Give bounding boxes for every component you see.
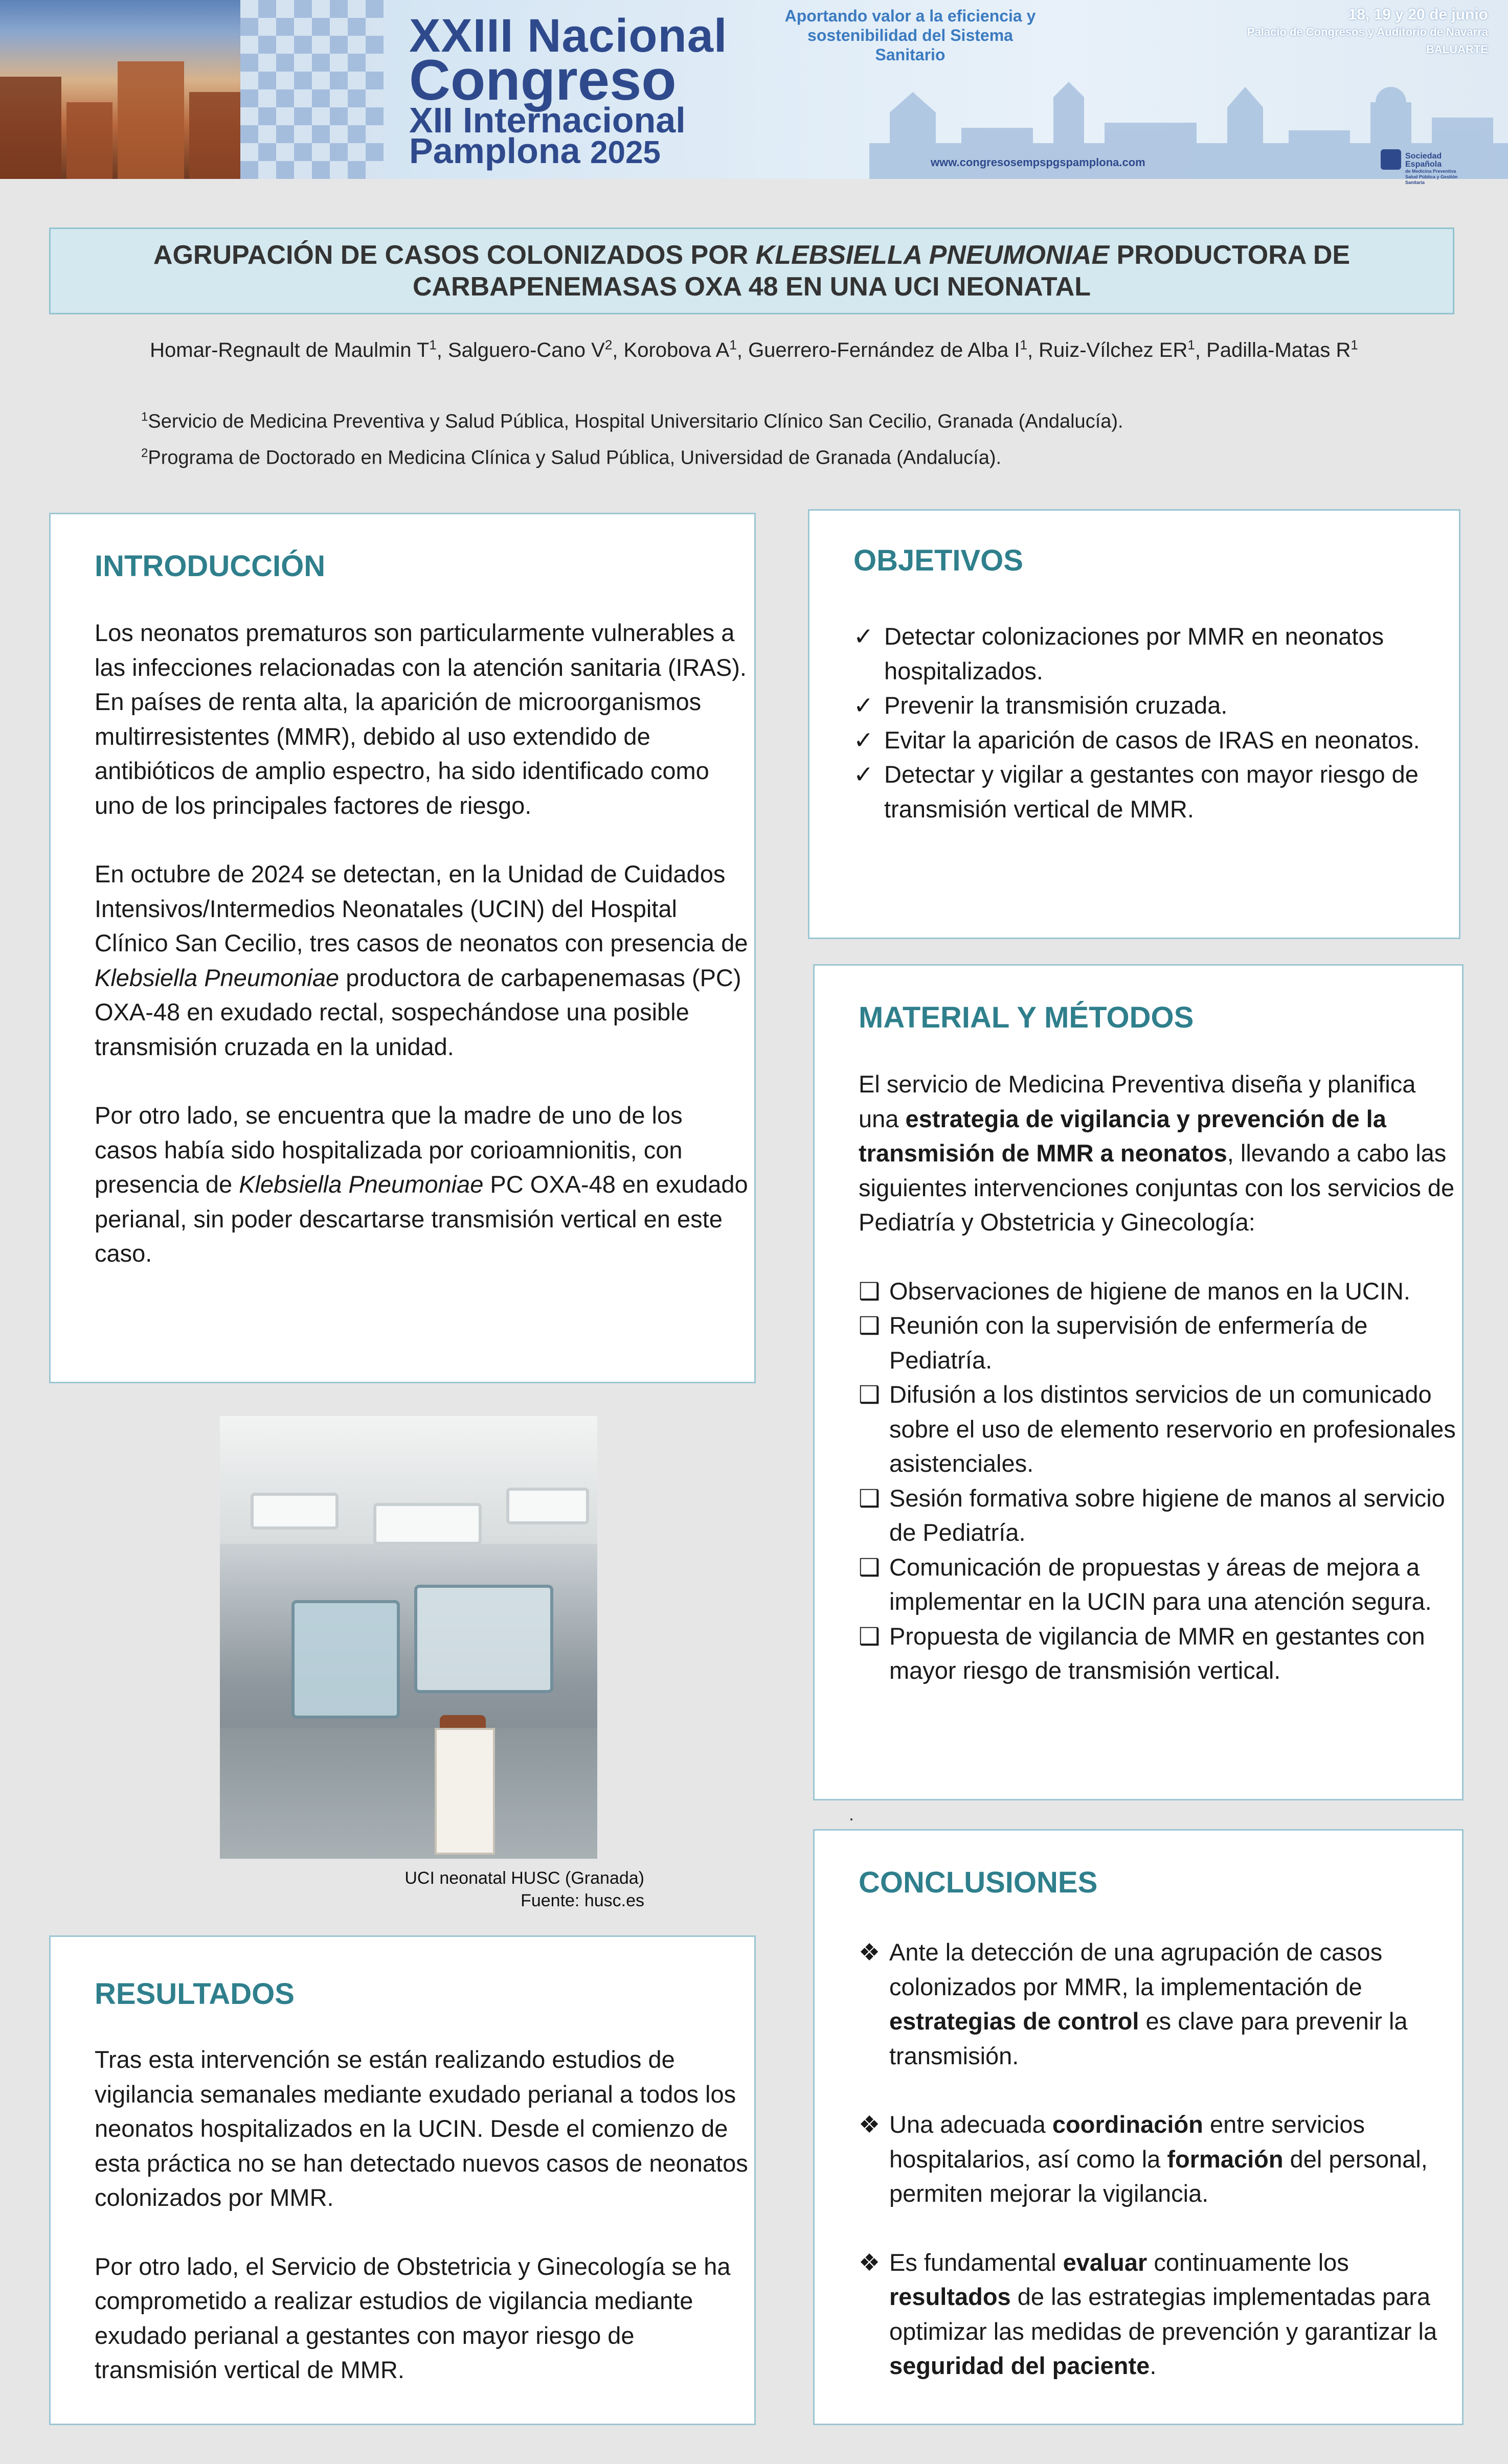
title-line-2: CARBAPENEMASAS OXA 48 EN UNA UCI NEONATAL (412, 272, 1091, 302)
introduccion-body (95, 615, 749, 1271)
checkbox-bullet-icon: ❑ (859, 1277, 881, 1305)
material-metodos-intro: El servicio de Medicina Preventiva diseña y planifica una estrategia de vigilancia y prevención de la transmisión de MMR a neonatos, llevando a cabo las siguientes intervenciones conjuntas con los servicios de Pediatría y Obstetricia y Ginecología: (859, 1070, 1455, 1236)
introduccion-heading: INTRODUCCIÓN (95, 550, 326, 583)
checkbox-bullet-icon: ❑ (859, 1622, 881, 1650)
sponsor-line-1: Sociedad Española (1405, 152, 1442, 169)
banner-pattern (240, 0, 384, 179)
conclusiones-body (859, 1935, 1457, 2383)
congress-website: www.congresosempspgspamplona.com (931, 156, 1145, 169)
resultados-paragraph-2: Por otro lado, el Servicio de Obstetricia y Ginecología se ha comprometido a realizar estudios de vigilancia mediante exudado perianal a gestantes con mayor riesgo de transmisión vertical de MMR. (95, 2252, 731, 2383)
logo-line-1: XXIII Nacional (409, 10, 728, 62)
logo-year: 2025 (590, 135, 661, 170)
objetivo-item: ✓ Detectar y vigilar a gestantes con mayor riesgo de transmisión vertical de MMR. (853, 757, 1452, 826)
congress-banner (0, 0, 1508, 185)
intervention-item: ❑ Sesión formativa sobre higiene de manos al servicio de Pediatría. (859, 1481, 1457, 1550)
author: Homar-Regnault de Maulmin $T^1$ (150, 337, 437, 362)
separator-dot: . (849, 1804, 854, 1824)
objetivos-panel (808, 509, 1460, 939)
introduccion-paragraph-2: En octubre de 2024 se detectan, en la Unidad de Cuidados Intensivos/Intermedios Neonatales (UCIN) del Hospital Clínico San Cecilio, tres casos de neonatos con presencia de Klebsiella Pneumoniae productora de carbapenemasas (PC) OXA-48 en exudado rectal, sospechándose una posible transmisión cruzada en la unidad. (95, 860, 748, 1060)
intervention-item: ❑ Difusión a los distintos servicios de un comunicado sobre el uso de elemento reservorio en profesionales asistenciales. (859, 1377, 1457, 1481)
resultados-heading: RESULTADOS (95, 1977, 295, 2011)
objetivo-item: ✓ Detectar colonizaciones por MMR en neonatos hospitalizados. (853, 619, 1452, 688)
date-line-1: 18, 19 y 20 de junio (1348, 6, 1488, 23)
neonatal-icu-photo (220, 1416, 597, 1859)
author-list: Homar-Regnault de Maulmin $T^1$, Salguero-Cano $V^2$, Korobova $A^1$, Guerrero-Fernández de Alba $I^1$, Ruiz-Vílchez $ER^1$, Padilla-Matas $R^1$ (150, 337, 1358, 362)
sponsor-line-2: de Medicina Preventiva (1405, 169, 1456, 174)
author: Korobova $A^1$ (623, 337, 737, 362)
introduccion-paragraph-3: Por otro lado, se encuentra que la madre de uno de los casos había sido hospitalizada por corioamnionitis, con presencia de Klebsiella Pneumoniae PC OXA-48 en exudado perianal, sin poder descartarse transmisión vertical en este caso. (95, 1102, 748, 1267)
checkbox-bullet-icon: ❑ (859, 1553, 881, 1581)
poster-title (49, 227, 1454, 314)
checkmark-icon: ✓ (853, 726, 874, 754)
logo-line-2: Congreso (409, 48, 677, 112)
objetivo-item: ✓ Prevenir la transmisión cruzada. (853, 688, 1452, 723)
intervention-item: ❑ Observaciones de higiene de manos en la UCIN. (859, 1274, 1457, 1309)
sponsor-logo (1381, 149, 1462, 185)
resultados-body (95, 2042, 754, 2387)
author: Salguero-Cano $V^2$ (447, 337, 613, 362)
intervention-item: ❑ Comunicación de propuestas y áreas de mejora a implementar en la UCIN para una atención segura. (859, 1550, 1457, 1619)
author: Padilla-Matas $R^1$ (1206, 337, 1358, 362)
caption-line-2: Fuente: husc.es (521, 1891, 644, 1910)
checkbox-bullet-icon: ❑ (859, 1312, 881, 1339)
material-metodos-heading: MATERIAL Y MÉTODOS (859, 1001, 1194, 1034)
conclusion-item-1: ❖ Ante la detección de una agrupación de casos colonizados por MMR, la implementación de estrategias de control es clave para prevenir la transmisión. (859, 1935, 1457, 2073)
conclusiones-heading: CONCLUSIONES (859, 1866, 1098, 1899)
objetivos-heading: OBJETIVOS (853, 544, 1023, 577)
congress-date (1197, 6, 1488, 58)
material-metodos-panel (813, 964, 1464, 1800)
logo-city: Pamplona (409, 131, 580, 171)
intervention-item: ❑ Reunión con la supervisión de enfermería de Pediatría. (859, 1308, 1457, 1377)
title-line-1: AGRUPACIÓN DE CASOS COLONIZADOS POR KLEBSIELLA PNEUMONIAE PRODUCTORA DE (153, 240, 1351, 270)
sponsor-name (1405, 152, 1467, 186)
checkmark-icon: ✓ (853, 761, 874, 788)
banner-city-photo (0, 0, 240, 179)
checkmark-icon: ✓ (853, 623, 874, 650)
checkbox-bullet-icon: ❑ (859, 1484, 881, 1512)
diamond-bullet-icon: ❖ (859, 2248, 881, 2276)
congress-motto (782, 6, 1038, 64)
checkbox-bullet-icon: ❑ (859, 1381, 881, 1408)
objetivos-list (853, 619, 1452, 826)
logo-line-4 (409, 130, 661, 171)
checkmark-icon: ✓ (853, 692, 874, 719)
introduccion-paragraph-1: Los neonatos prematuros son particularmente vulnerables a las infecciones relacionadas con la atención sanitaria (IRAS). En países de renta alta, la aparición de microorganismos multirresistentes (MMR), debido al uso extendido de antibióticos de amplio espectro, ha sido identificado como uno de los principales factores de riesgo. (95, 619, 747, 819)
conclusiones-panel (813, 1829, 1464, 2425)
author: Guerrero-Fernández de Alba $I^1$ (748, 337, 1027, 362)
photo-caption (286, 1867, 644, 1912)
affiliation-line: $^1$Servicio de Medicina Preventiva y Salud Pública, Hospital Universitario Clínico San Cecilio, Granada (Andalucía). (141, 410, 1123, 432)
material-metodos-body (859, 1067, 1457, 1688)
motto-line-1: Aportando valor a la eficiencia y (784, 7, 1036, 25)
objetivos-body (853, 619, 1452, 826)
logo-line-3: XII Internacional (409, 100, 686, 140)
author: Ruiz-Vílchez $ER^1$ (1039, 337, 1195, 362)
sponsor-emblem-icon (1381, 149, 1401, 170)
intervention-item: ❑ Propuesta de vigilancia de MMR en gestantes con mayor riesgo de transmisión vertical. (859, 1619, 1457, 1688)
caption-line-1: UCI neonatal HUSC (Granada) (404, 1868, 644, 1888)
sponsor-line-3: Salud Pública y Gestión Sanitaria (1405, 174, 1458, 185)
conclusion-item-3: ❖ Es fundamental evaluar continuamente los resultados de las estrategias implementadas para optimizar las medidas de prevención y garantizar la seguridad del paciente. (859, 2245, 1457, 2383)
objetivo-item: ✓ Evitar la aparición de casos de IRAS en neonatos. (853, 723, 1452, 758)
affiliation-line: $^2$Programa de Doctorado en Medicina Clínica y Salud Pública, Universidad de Granada (Andalucía). (141, 446, 1002, 469)
date-line-2: Palacio de Congresos y Auditorio de Navarra BALUARTE (1247, 26, 1488, 56)
affiliations (141, 401, 1123, 473)
resultados-paragraph-1: Tras esta intervención se están realizando estudios de vigilancia semanales mediante exudado perianal a todos los neonatos hospitalizados en la UCIN. Desde el comienzo de esta práctica no se han detectado nuevos casos de neonatos colonizados por MMR. (95, 2046, 748, 2211)
resultados-panel (49, 1935, 756, 2425)
motto-line-2: sostenibilidad del Sistema Sanitario (807, 26, 1013, 64)
conclusiones-list (859, 1935, 1457, 2383)
interventions-list (859, 1274, 1457, 1688)
diamond-bullet-icon: ❖ (859, 1938, 881, 1966)
conclusion-item-2: ❖ Una adecuada coordinación entre servicios hospitalarios, así como la formación del personal, permiten mejorar la vigilancia. (859, 2107, 1457, 2211)
introduccion-panel (49, 513, 756, 1383)
diamond-bullet-icon: ❖ (859, 2111, 881, 2138)
